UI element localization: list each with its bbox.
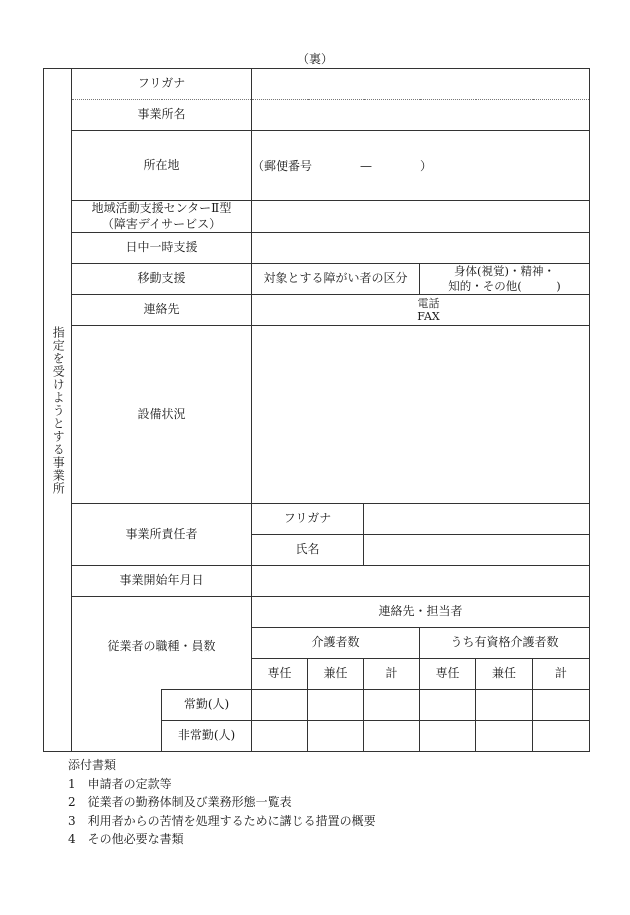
attachment-item: 3 利用者からの苦情を処理するために講じる措置の概要 [68,813,376,828]
furigana-label: フリガナ [72,69,252,100]
manager-name-input-cell[interactable] [364,535,590,566]
facility-application-form [43,68,590,752]
attachment-item: 4 その他必要な書類 [68,832,184,847]
staff-spacer [72,721,162,752]
qualified-fulltime-header: 専任 [420,659,476,690]
office-name-label: 事業所名 [72,100,252,131]
page-side-mark: （裏） [296,52,333,66]
regional-center-input-cell[interactable] [252,201,590,233]
caregiver-total-header: 計 [364,659,420,690]
irregular-row-label: 非常勤(人) [162,721,252,752]
facilities-input-cell[interactable] [252,326,590,504]
mobility-support-label: 移動支援 [72,264,252,295]
irregular-caregiver-total-cell[interactable] [364,721,420,752]
qualified-count-header: うち有資格介護者数 [420,628,590,659]
irregular-caregiver-concurrent-cell[interactable] [308,721,364,752]
postal-code-field: （郵便番号 — ） [252,158,433,173]
furigana-input-cell[interactable] [252,69,590,100]
regular-qualified-fulltime-cell[interactable] [420,690,476,721]
irregular-qualified-concurrent-cell[interactable] [476,721,533,752]
regular-row-label: 常勤(人) [162,690,252,721]
start-date-input-cell[interactable] [252,566,590,597]
irregular-qualified-total-cell[interactable] [533,721,590,752]
qualified-concurrent-header: 兼任 [476,659,533,690]
manager-furigana-label: フリガナ [252,504,364,535]
regional-center-label: 地域活動支援センターⅡ型 （障害デイサービス） [72,201,252,233]
manager-name-label: 氏名 [252,535,364,566]
contact-input-cell[interactable] [252,295,590,326]
staff-contact-label: 連絡先・担当者 [252,597,590,628]
caregiver-fulltime-header: 専任 [252,659,308,690]
start-date-label: 事業開始年月日 [72,566,252,597]
attachment-item: 2 従業者の勤務体制及び業務形態一覧表 [68,795,292,810]
target-category-label: 対象とする障がい者の区分 [252,264,420,295]
section-label: 指定を受けようとする事業所 [44,69,72,752]
location-label: 所在地 [72,131,252,201]
manager-label: 事業所責任者 [72,504,252,566]
target-category-options[interactable]: 身体(視覚)・精神・ 知的・その他( ) [420,264,590,295]
irregular-caregiver-fulltime-cell[interactable] [252,721,308,752]
attachments-title: 添付書類 [68,758,117,772]
caregiver-concurrent-header: 兼任 [308,659,364,690]
facilities-label: 設備状況 [72,326,252,504]
regular-qualified-concurrent-cell[interactable] [476,690,533,721]
office-name-input-cell[interactable] [252,100,590,131]
daytime-support-label: 日中一時支援 [72,233,252,264]
regular-caregiver-total-cell[interactable] [364,690,420,721]
staff-spacer [72,690,162,721]
irregular-qualified-fulltime-cell[interactable] [420,721,476,752]
regular-caregiver-fulltime-cell[interactable] [252,690,308,721]
qualified-total-header: 計 [533,659,590,690]
daytime-support-input-cell[interactable] [252,233,590,264]
phone-label: 電話 [417,297,440,310]
attachment-item: 1 申請者の定款等 [68,776,172,791]
regular-qualified-total-cell[interactable] [533,690,590,721]
staff-label: 従業者の職種・員数 [72,597,252,690]
regular-caregiver-concurrent-cell[interactable] [308,690,364,721]
caregiver-count-header: 介護者数 [252,628,420,659]
location-input-cell[interactable] [252,131,590,201]
fax-label: FAX [417,310,440,324]
manager-furigana-input-cell[interactable] [364,504,590,535]
attachments-list [68,756,376,849]
contact-label: 連絡先 [72,295,252,326]
